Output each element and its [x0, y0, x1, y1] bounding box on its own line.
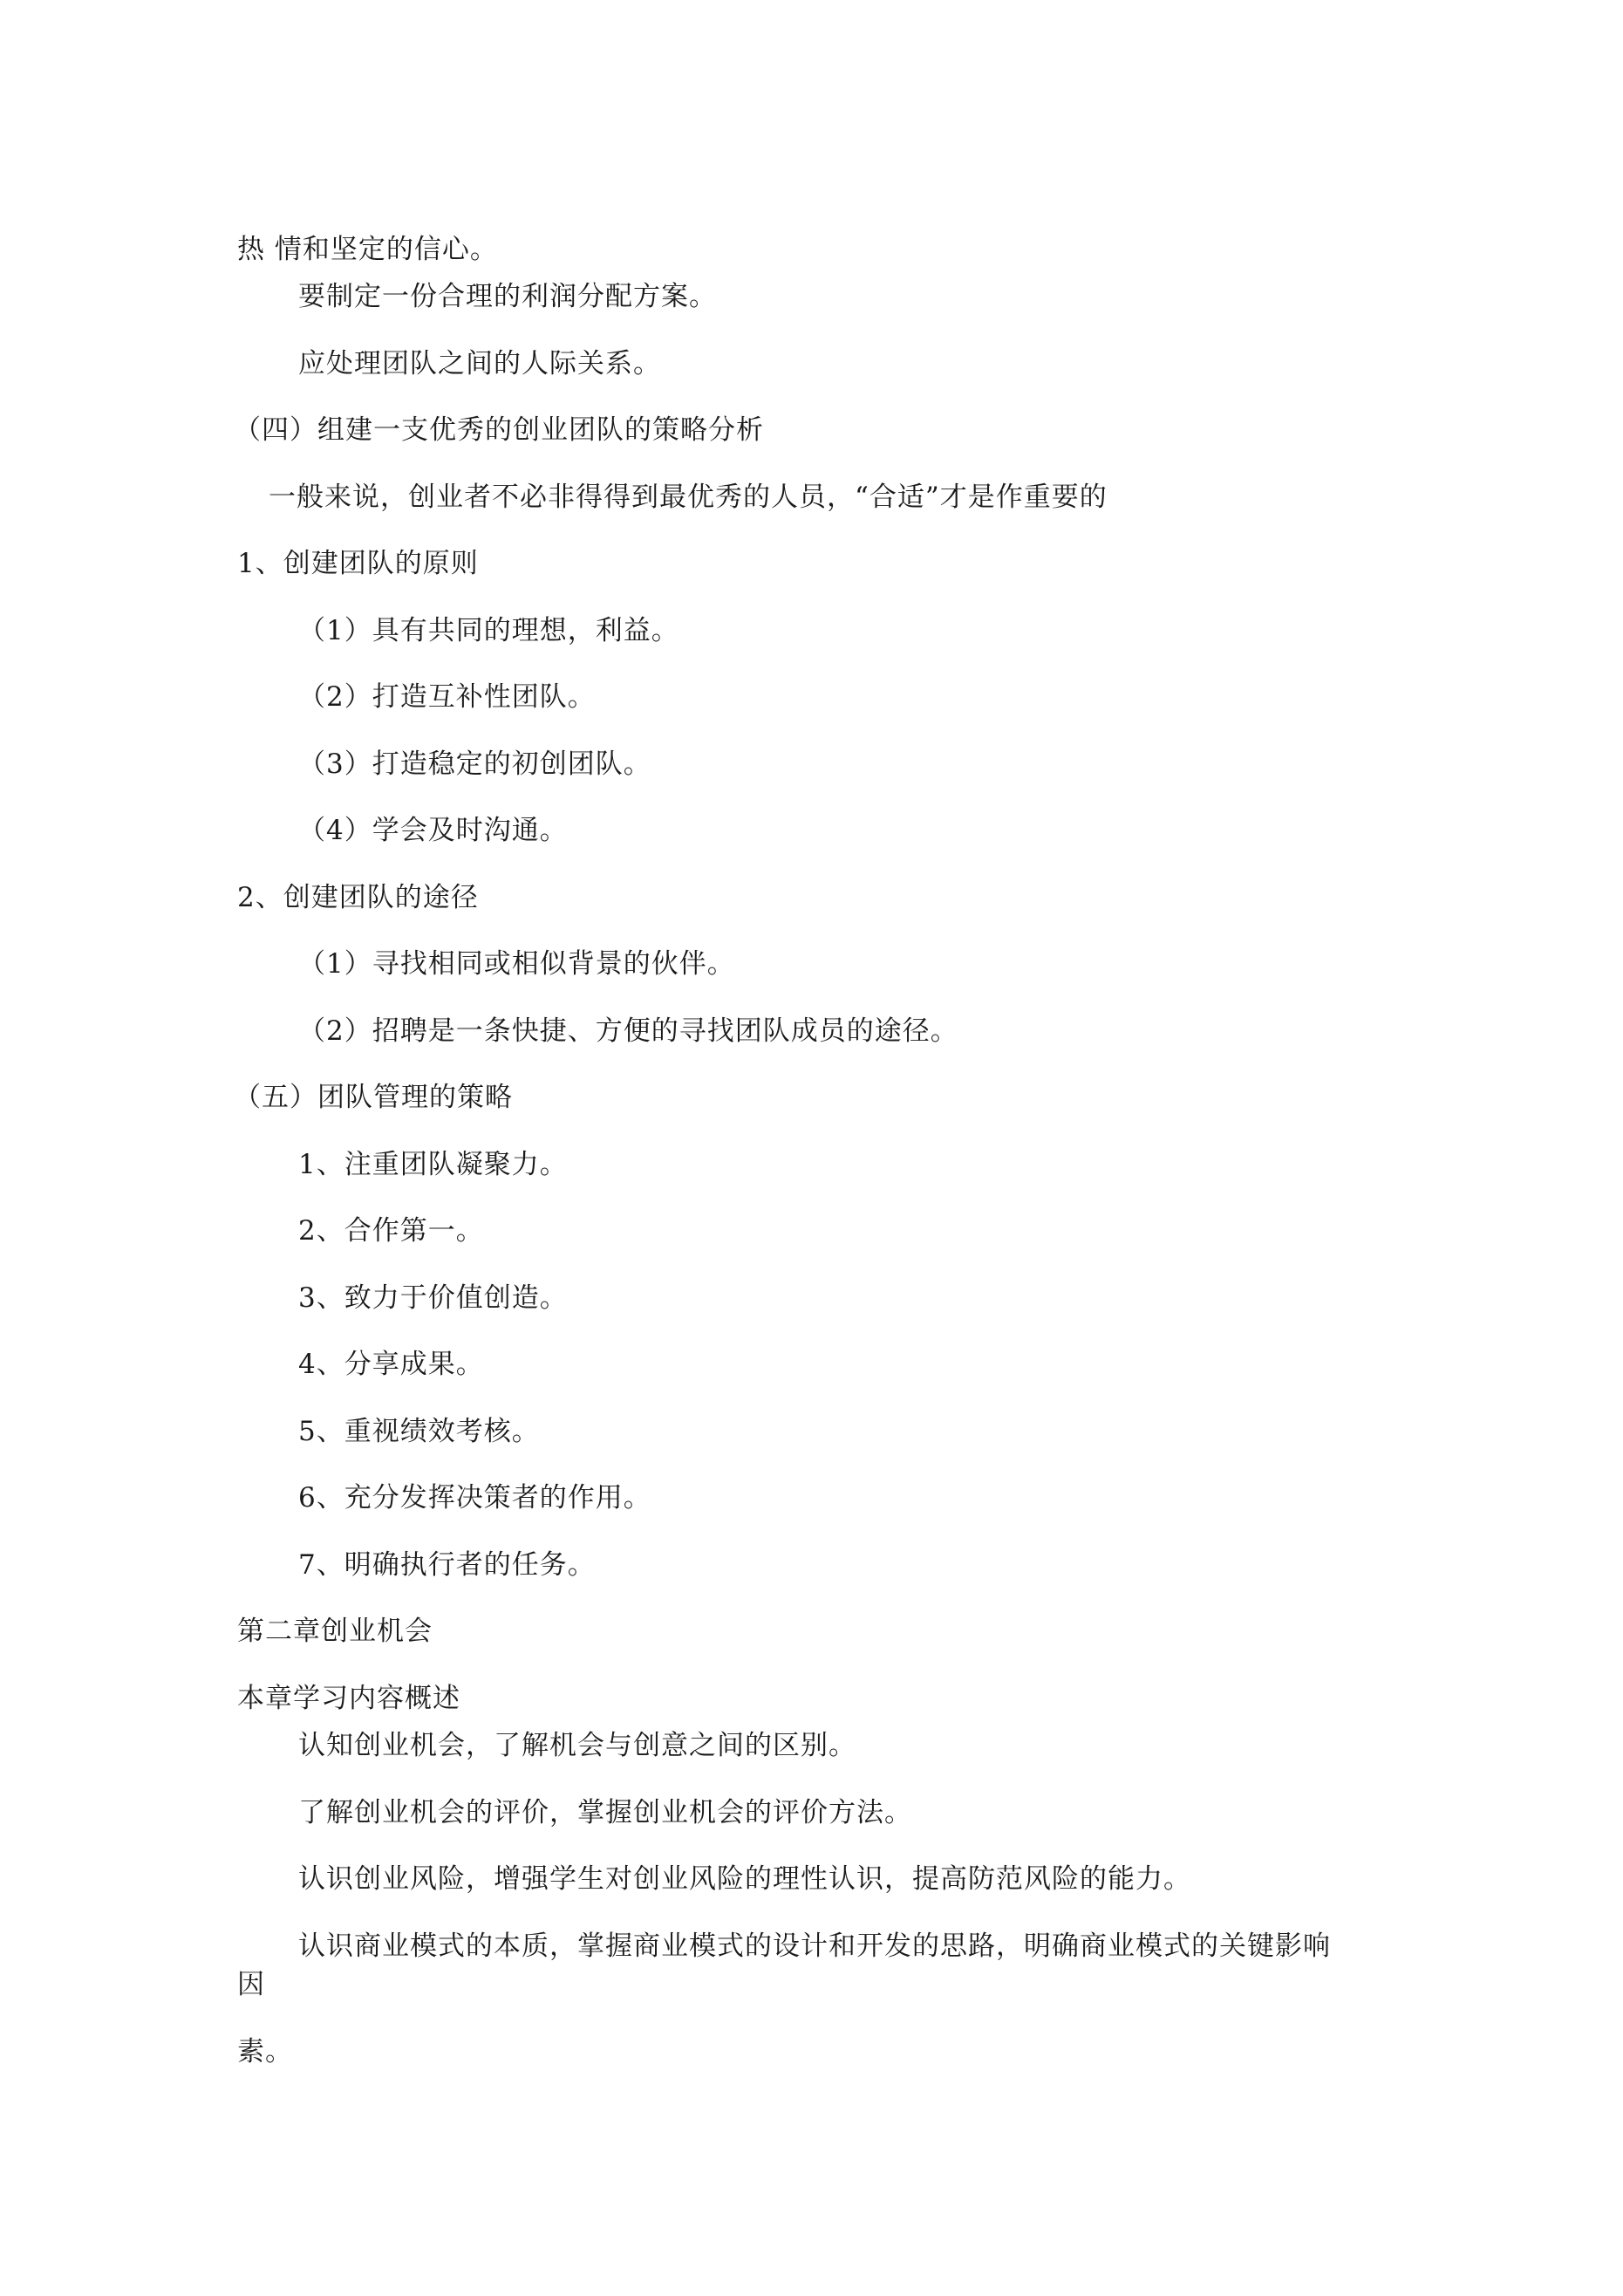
text-line: 一般来说，创业者不必非得得到最优秀的人员，“合适”才是作重要的: [269, 482, 1108, 513]
list-item: 2、合作第一。: [298, 1215, 484, 1247]
list-item: （3）打造稳定的初创团队。: [298, 748, 651, 780]
text-line: 因: [237, 1969, 265, 2000]
subsection-heading: 1、创建团队的原则: [237, 548, 479, 579]
list-item: 3、致力于价值创造。: [298, 1282, 568, 1314]
text-line: 了解创业机会的评价，掌握创业机会的评价方法。: [298, 1797, 912, 1828]
subsection-heading: 2、创建团队的途径: [237, 882, 479, 913]
section-heading: （四）组建一支优秀的创业团队的策略分析: [234, 414, 764, 446]
list-item: （2）招聘是一条快捷、方便的寻找团队成员的途径。: [298, 1015, 958, 1047]
list-item: （2）打造互补性团队。: [298, 681, 596, 713]
list-item: （1）寻找相同或相似背景的伙伴。: [298, 948, 735, 980]
text-line: 应处理团队之间的人际关系。: [298, 348, 661, 379]
list-item: （1）具有共同的理想，利益。: [298, 615, 679, 646]
text-line: 认识创业风险，增强学生对创业风险的理性认识，提高防范风险的能力。: [298, 1863, 1191, 1895]
chapter-title: 第二章创业机会: [237, 1616, 433, 1647]
list-item: 7、明确执行者的任务。: [298, 1549, 596, 1581]
text-line: 要制定一份合理的利润分配方案。: [298, 281, 717, 312]
list-item: 5、重视绩效考核。: [298, 1416, 540, 1447]
text-line: 热 情和坚定的信心。: [237, 234, 498, 265]
list-item: 6、充分发挥决策者的作用。: [298, 1482, 651, 1514]
list-item: （4）学会及时沟通。: [298, 815, 568, 846]
section-heading: （五）团队管理的策略: [234, 1082, 513, 1113]
list-item: 1、注重团队凝聚力。: [298, 1149, 568, 1180]
chapter-subtitle: 本章学习内容概述: [237, 1683, 460, 1714]
text-line: 认识商业模式的本质，掌握商业模式的设计和开发的思路，明确商业模式的关键影响: [298, 1930, 1331, 1962]
text-line: 素。: [237, 2036, 293, 2067]
text-line: 认知创业机会，了解机会与创意之间的区别。: [298, 1730, 856, 1761]
list-item: 4、分享成果。: [298, 1349, 484, 1380]
